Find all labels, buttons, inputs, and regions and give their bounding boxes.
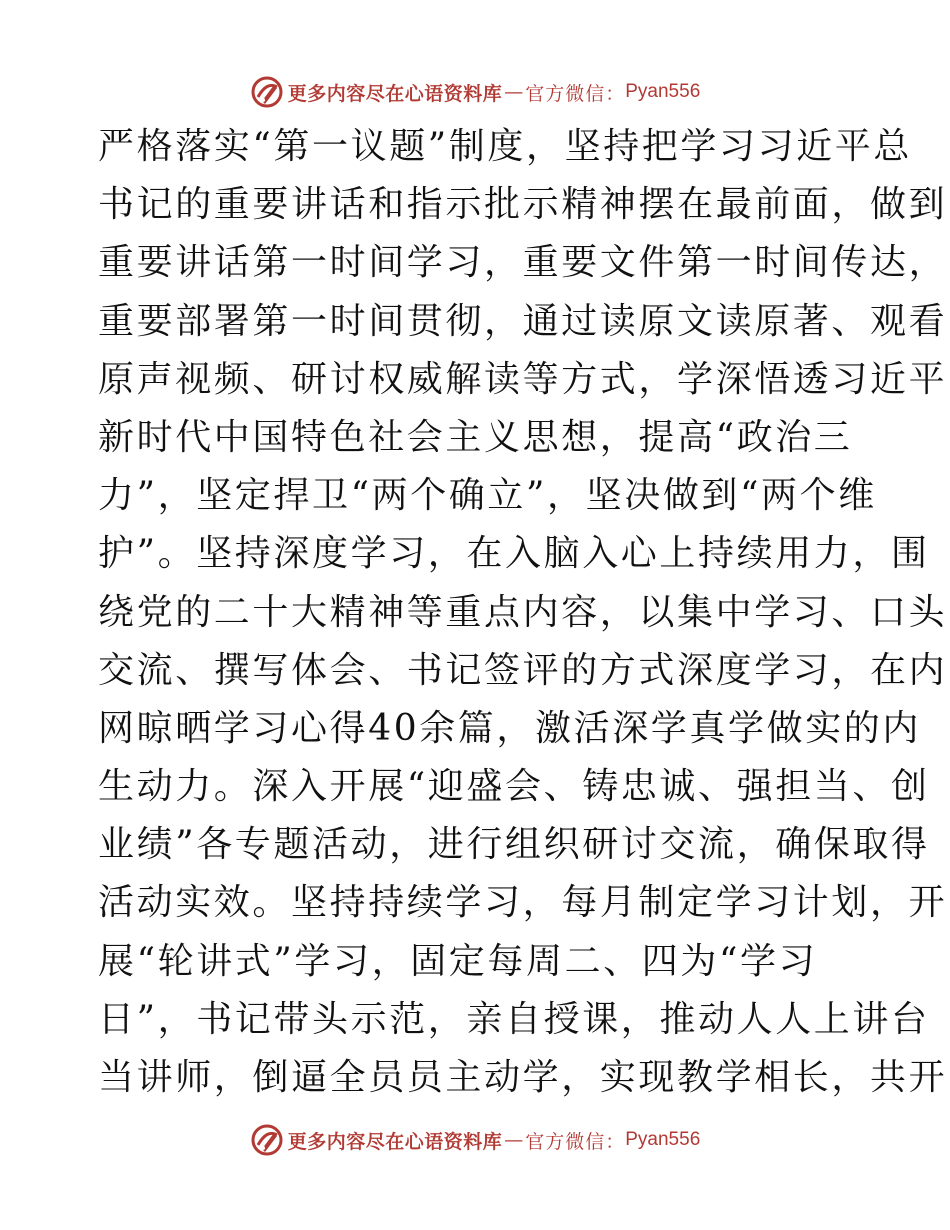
body-line: 网晾晒学习心得40余篇，激活深学真学做实的内: [98, 707, 922, 749]
body-line: 书记的重要讲话和指示批示精神摆在最前面，做到: [98, 184, 948, 226]
banner-title: 更多内容尽在心语资料库: [287, 82, 503, 105]
body-line: 重要部署第一时间贯彻，通过读原文读原著、观看: [98, 300, 948, 342]
banner-wechat-id: Pyan556: [625, 1129, 701, 1150]
body-line: 重要讲话第一时间学习，重要文件第一时间传达，: [98, 242, 948, 284]
body-line: 力”，坚定捍卫“两个确立”，坚决做到“两个维: [98, 475, 877, 517]
body-line: 新时代中国特色社会主义思想，提高“政治三: [98, 416, 853, 458]
body-line: 绕党的二十大精神等重点内容，以集中学习、口头: [98, 591, 948, 633]
body-line: 护”。坚持深度学习，在入脑入心上持续用力，围: [98, 533, 930, 575]
banner-wechat-id: Pyan556: [625, 81, 701, 102]
body-line: 严格落实“第一议题”制度，坚持把学习习近平总: [98, 126, 913, 167]
banner-dash: —: [504, 1129, 524, 1151]
body-line: 业绩”各专题活动，进行组织研讨交流，确保取得: [98, 824, 930, 866]
body-line: 展“轮讲式”学习，固定每周二、四为“学习: [98, 940, 818, 982]
document-body: [98, 118, 948, 1107]
body-line: 原声视频、研讨权威解读等方式，学深悟透习近平: [98, 358, 948, 400]
body-line: 日”，书记带头示范，亲自授课，推动人人上讲台: [98, 998, 930, 1040]
brand-logo-icon: [250, 75, 284, 109]
footer-watermark-banner: [0, 1120, 950, 1160]
banner-wechat-label: 官方微信：: [525, 1130, 626, 1153]
body-line: 交流、撰写体会、书记签评的方式深度学习，在内: [98, 649, 948, 691]
body-line: 活动实效。坚持持续学习，每月制定学习计划，开: [98, 882, 948, 924]
brand-logo-icon: [250, 1123, 284, 1157]
banner-wechat-label: 官方微信：: [525, 82, 626, 105]
body-line: 当讲师，倒逼全员员主动学，实现教学相长，共开: [98, 1057, 948, 1098]
body-line: 生动力。深入开展“迎盛会、铸忠诚、强担当、创: [98, 766, 930, 808]
header-watermark-banner: [0, 72, 950, 112]
banner-title: 更多内容尽在心语资料库: [287, 1130, 503, 1153]
banner-dash: —: [504, 81, 524, 103]
